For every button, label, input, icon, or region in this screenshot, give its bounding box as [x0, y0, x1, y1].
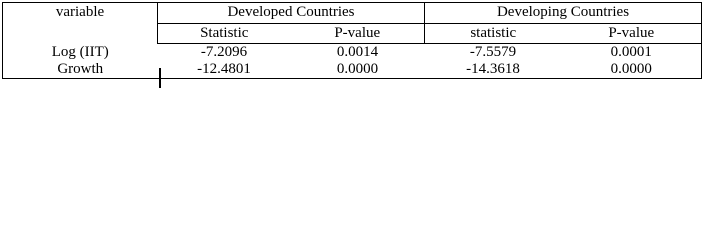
developed-statistic-value: -12.4801 [158, 61, 291, 79]
developed-countries-header: Developed Countries [158, 3, 425, 24]
developing-pvalue-header: P-value [562, 24, 702, 44]
unit-root-test-table [2, 2, 702, 79]
developed-pvalue-header: P-value [291, 24, 425, 44]
developing-statistic-header: statistic [425, 24, 562, 44]
developing-statistic-value: -14.3618 [425, 61, 562, 79]
header-row-groups [3, 3, 702, 24]
table-row [3, 61, 702, 79]
row-variable: Growth [3, 61, 158, 79]
row-variable: Log (IIT) [3, 44, 158, 62]
vertical-rule-mark [159, 68, 161, 88]
developing-countries-header: Developing Countries [425, 3, 702, 24]
developed-statistic-header: Statistic [158, 24, 291, 44]
developed-pvalue-value: 0.0014 [336, 44, 379, 60]
table-row [3, 44, 702, 62]
developing-statistic-value: -7.5579 [469, 44, 517, 60]
developing-pvalue-value: 0.0000 [562, 61, 702, 79]
developed-pvalue-value: 0.0000 [291, 61, 425, 79]
developing-pvalue-value: 0.0001 [562, 44, 702, 62]
variable-column-header: variable [3, 3, 158, 44]
developed-statistic-value: -7.2096 [200, 44, 248, 60]
